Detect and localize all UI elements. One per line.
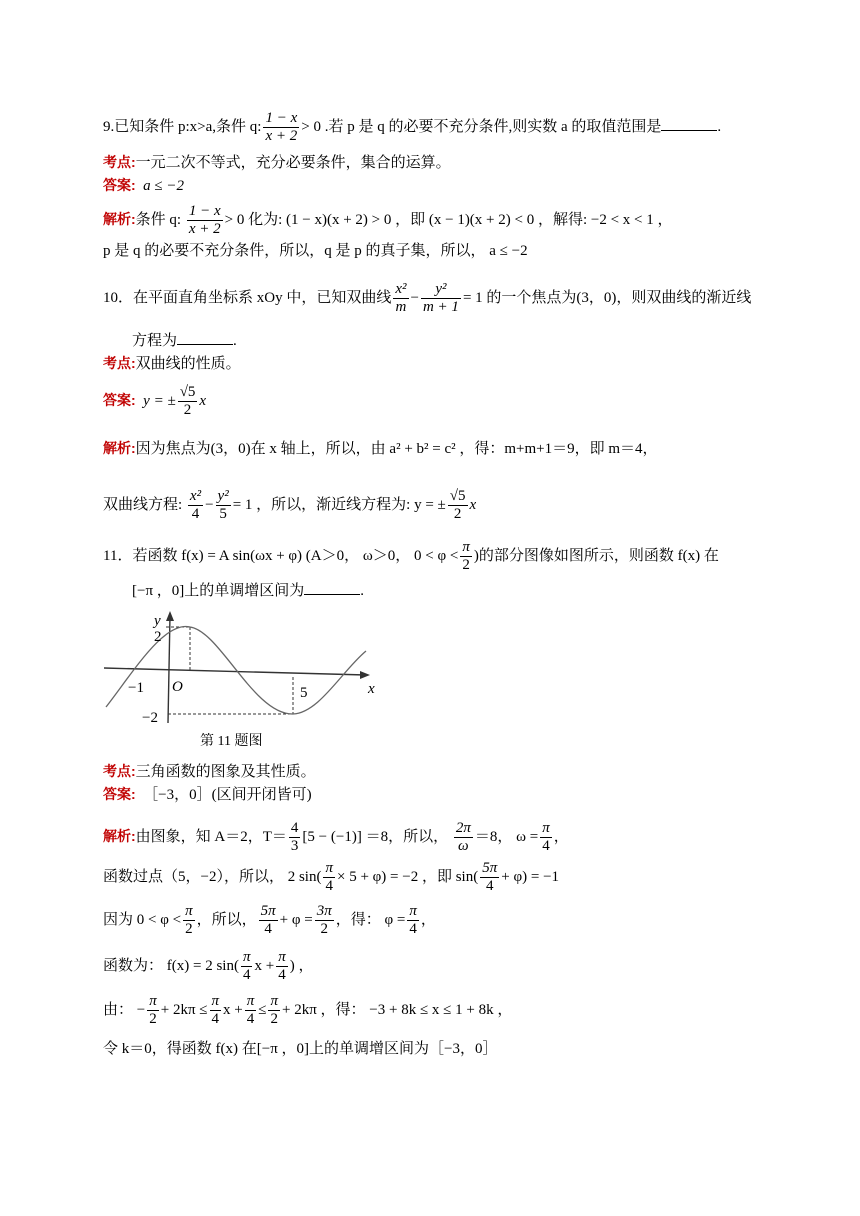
origin-label: O [172,679,183,695]
x-axis-arrow [360,671,370,679]
figure-caption: 第 11 题图 [200,734,263,749]
q11-stem-2: [−π ，0]上的单调增区间为 . [132,580,364,601]
q11-function-graph [104,611,382,751]
q11-analysis-2: 函数过点（5，−2），所以， 2 sin( $\frac{\pi}{4}$ × 5 + φ) = −2 ，即 sin( $\frac{5\pi}{4}$ + φ) = −1 [103,860,560,894]
x-axis-label: x [368,681,375,697]
q9-point: 考点:一元二次不等式，充分必要条件，集合的运算。 [103,154,451,171]
y-axis-arrow [166,611,174,621]
q11-analysis-4: 函数为： f(x) = 2 sin( $\frac{\pi}{4}$ x + $\frac{\pi}{4}$ ) ， [103,949,314,983]
y-axis [168,615,170,723]
q9-analysis-1: 解析:条件 q: $\frac{1 - x}{x + 2}$ > 0 化为: (1 − x)(x + 2) > 0 ，即 (x − 1)(x + 2) < 0 ，解得: −2 < x < 1 ， [103,203,673,237]
q9-analysis-2: p 是 q 的必要不充分条件，所以，q 是 p 的真子集，所以， a ≤ −2 [103,243,528,259]
q10-stem-2: 方程为 . [132,330,237,351]
tick-neg1-label: −1 [128,680,144,696]
q11-answer: 答案: ［−3，0］(区间开闭皆可) [103,786,312,803]
q10-analysis-2: 双曲线方程: $\frac{\text{x²}}{4}$ − $\frac{\text{y²}}{5}$ = 1 ，所以，渐近线方程为: y = ± $\frac{√5}{2}$ x [103,488,477,522]
q9-answer-blank [661,116,717,131]
q9-stem: 9.已知条件 p:x>a,条件 q: $\frac{1 - x}{x + 2}$ > 0 .若 p 是 q 的必要不充分条件,则实数 a 的取值范围是 . [103,110,722,144]
q10-answer: 答案: y = ± $\frac{√5}{2}$ x [103,384,207,418]
q10-stem-1: 10．在平面直角坐标系 xOy 中，已知双曲线 $\frac{\text{x²}}{m}$ − $\frac{\text{y²}}{m + 1}$ = 1 的一个焦点为(3，0)，则双曲线的渐近线 [103,281,752,315]
q9-answer: 答案: a ≤ −2 [103,177,185,194]
q10-point: 考点:双曲线的性质。 [103,355,241,372]
sine-curve [106,627,366,715]
q11-analysis-3: 因为 0 < φ < $\frac{\pi}{2}$ ，所以， $\frac{5\pi}{4}$ + φ = $\frac{3\pi}{2}$ ，得： φ = $\frac{\pi}{4}$ ， [103,903,436,937]
tick-5-label: 5 [300,685,308,701]
q10-analysis-1: 解析:因为焦点为(3，0)在 x 轴上，所以，由 a² + b² = c² ，得：m+m+1＝9，即 m＝4， [103,440,658,457]
q11-answer-blank [304,580,360,595]
q11-analysis-5: 由： − $\frac{\pi}{2}$ + 2kπ ≤ $\frac{\pi}{4}$ x + $\frac{\pi}{4}$ ≤ $\frac{\pi}{2}$ + 2kπ ，得： −3 + 8k ≤ x ≤ 1 + 8k ， [103,993,513,1027]
q10-answer-blank [177,330,233,345]
q11-analysis-1: 解析:由图象，知 A＝2，T＝ $\frac{4}{3}$ [5 − (−1)] ＝8，所以， $\frac{2\pi}{\omega}$ ＝8， ω = $\frac{\pi}{4}$ ， [103,820,569,854]
tick-2-label: 2 [154,629,162,645]
q11-point: 考点:三角函数的图象及其性质。 [103,763,316,780]
tick-neg2-label: −2 [142,710,158,726]
y-axis-label: y [154,613,161,629]
q11-analysis-6: 令 k＝0，得函数 f(x) 在[−π ，0]上的单调增区间为［−3，0］ [103,1041,498,1057]
q9-fraction: $\frac{1 - x}{x + 2}$ [265,110,298,144]
q11-stem-1: 11．若函数 f(x) = A sin(ωx + φ) (A＞0， ω＞0， 0 < φ < $\frac{\pi}{2}$ )的部分图像如图所示，则函数 f(x) 在 [103,539,719,573]
